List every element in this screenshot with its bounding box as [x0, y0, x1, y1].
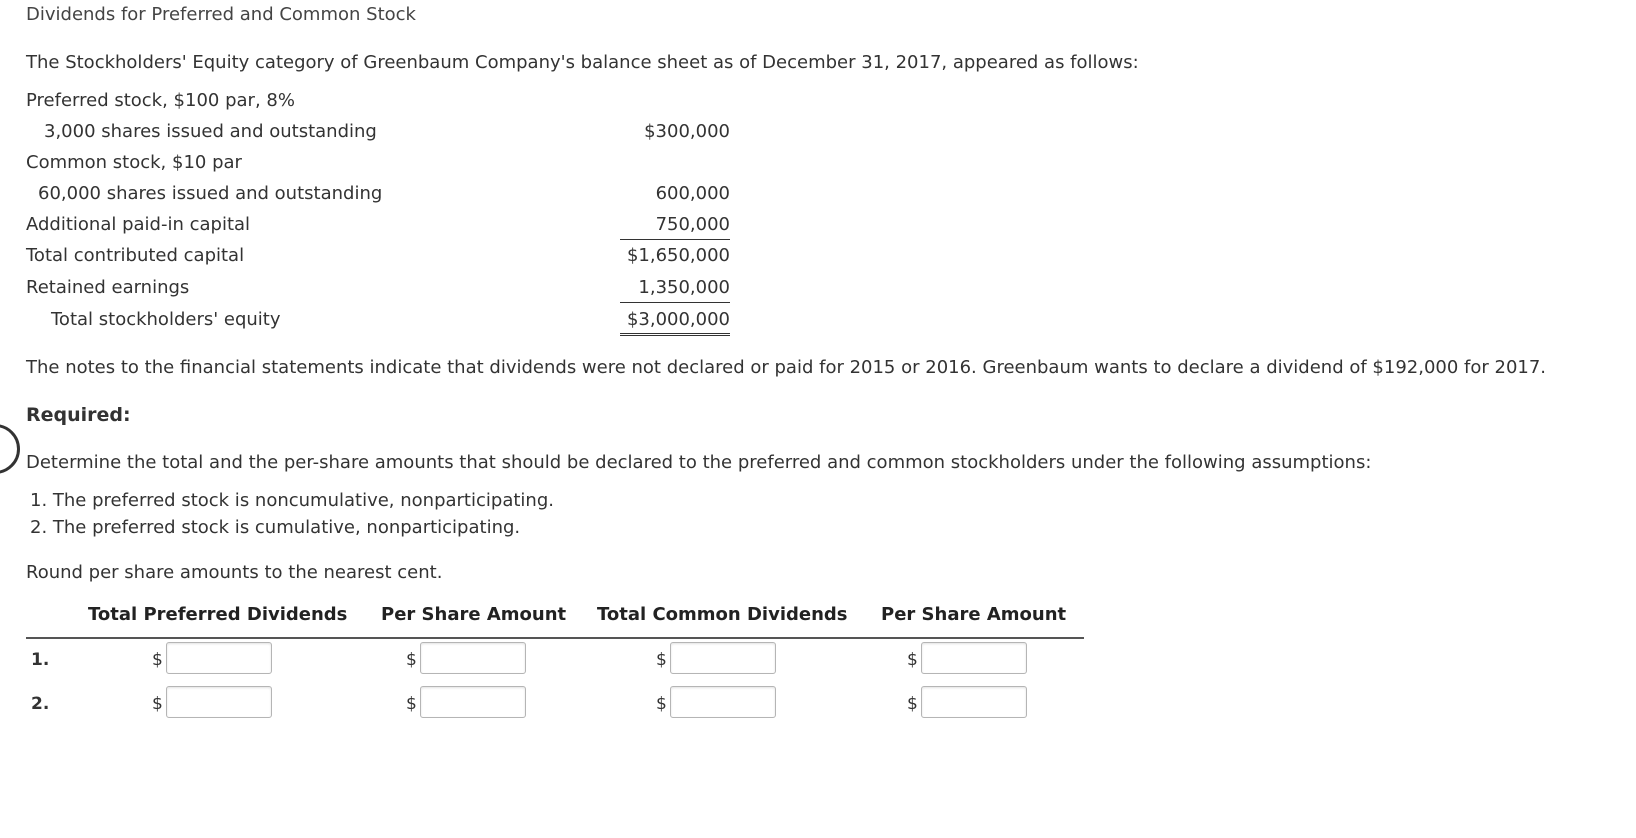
dollar-sign: $	[656, 650, 667, 670]
row-label-1: 1.	[31, 650, 50, 670]
preferred-amount: $300,000	[644, 121, 730, 142]
determine-text: Determine the total and the per-share amounts that should be declared to the preferred and common stockholders under the following assumptions:	[26, 452, 1372, 473]
row2-common-per-share-input[interactable]	[921, 686, 1027, 718]
retained-amount: 1,350,000	[620, 277, 730, 303]
row2-preferred-per-share-input[interactable]	[420, 686, 526, 718]
row1-preferred-per-share-input[interactable]	[420, 642, 526, 674]
dollar-sign: $	[406, 650, 417, 670]
assumption-2: 2. The preferred stock is cumulative, nonparticipating.	[30, 517, 521, 538]
common-heading: Common stock, $10 par	[26, 152, 242, 173]
preferred-shares-label: 3,000 shares issued and outstanding	[44, 121, 377, 142]
retained-label: Retained earnings	[26, 277, 190, 298]
rounding-note: Round per share amounts to the nearest cent.	[26, 562, 443, 583]
dollar-sign: $	[152, 694, 163, 714]
dollar-sign: $	[907, 650, 918, 670]
row1-total-common-input[interactable]	[670, 642, 776, 674]
apic-amount: 750,000	[620, 214, 730, 240]
header-total-preferred: Total Preferred Dividends	[88, 604, 348, 625]
row1-total-preferred-input[interactable]	[166, 642, 272, 674]
row2-total-common-input[interactable]	[670, 686, 776, 718]
dollar-sign: $	[152, 650, 163, 670]
header-total-common: Total Common Dividends	[597, 604, 848, 625]
apic-label: Additional paid-in capital	[26, 214, 251, 235]
common-amount: 600,000	[655, 183, 730, 204]
preferred-heading: Preferred stock, $100 par, 8%	[26, 90, 295, 111]
common-shares-label: 60,000 shares issued and outstanding	[38, 183, 383, 204]
row2-total-preferred-input[interactable]	[166, 686, 272, 718]
total-contributed-label: Total contributed capital	[26, 245, 245, 266]
total-contributed-amount: $1,650,000	[626, 245, 730, 266]
notes-text: The notes to the financial statements indicate that dividends were not declared or paid for 2015 or 2016. Greenbaum wants to declare a dividend of $192,000 for 2017.	[26, 357, 1547, 378]
table-header-rule	[26, 637, 1084, 639]
total-equity-label: Total stockholders' equity	[51, 309, 281, 330]
header-common-per-share: Per Share Amount	[881, 604, 1067, 625]
assumption-1: 1. The preferred stock is noncumulative, nonparticipating.	[30, 490, 554, 511]
required-heading: Required:	[26, 404, 131, 426]
row-label-2: 2.	[31, 694, 50, 714]
row1-common-per-share-input[interactable]	[921, 642, 1027, 674]
intro-text: The Stockholders' Equity category of Greenbaum Company's balance sheet as of December 31, 2017, appeared as follows:	[26, 52, 1139, 73]
header-preferred-per-share: Per Share Amount	[381, 604, 567, 625]
dollar-sign: $	[907, 694, 918, 714]
dollar-sign: $	[656, 694, 667, 714]
scroll-indicator-circle	[0, 424, 20, 474]
total-equity-amount: $3,000,000	[620, 309, 730, 336]
page-title: Dividends for Preferred and Common Stock	[26, 4, 416, 25]
dollar-sign: $	[406, 694, 417, 714]
